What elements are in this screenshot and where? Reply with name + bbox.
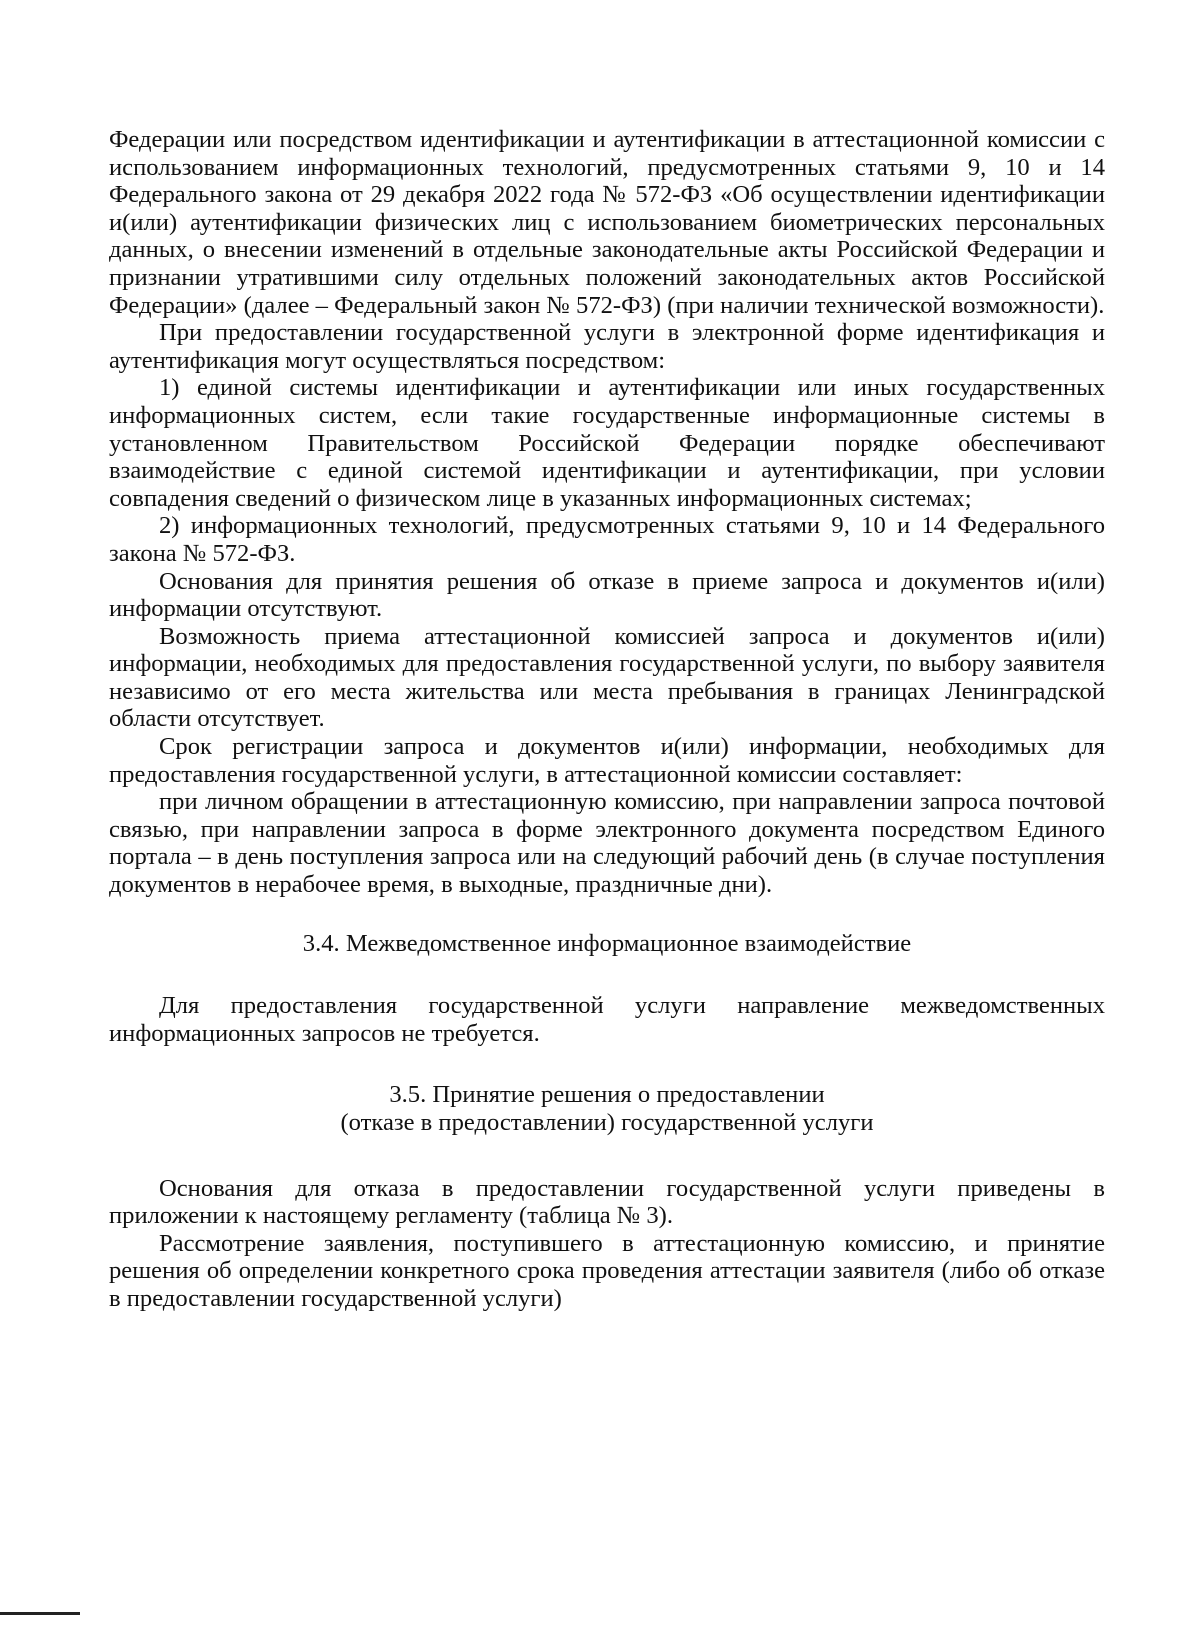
spacer [109, 899, 1105, 930]
section-3-5-heading-line-2: (отказе в предоставлении) государственной услуги [340, 1109, 874, 1136]
paragraph-item-2-technologies: 2) информационных технологий, предусмотренных статьями 9, 10 и 14 Федерального закона № 572-ФЗ. [109, 512, 1105, 567]
section-3-4-heading: 3.4. Межведомственное информационное взаимодействие [302, 929, 912, 957]
paragraph-electronic-identification: При предоставлении государственной услуги в электронной форме идентификация и аутентификация могут осуществляться посредством: [109, 319, 1105, 374]
section-3-4-paragraph: Для предоставления государственной услуги направление межведомственных информационных запросов не требуется. [109, 992, 1105, 1047]
section-3-5-paragraph-refusal-grounds: Основания для отказа в предоставлении государственной услуги приведены в приложении к настоящему регламенту (таблица № 3). [109, 1174, 1105, 1230]
spacer [109, 1137, 1105, 1175]
paragraph-identification-continued: Федерации или посредством идентификации и аутентификации в аттестационной комиссии с использованием информационных технологий, предусмотренных статьями 9, 10 и 14 Федерального закона от 29 декабря 2022 года № 572-ФЗ «Об осуществлении идентификации и(или) аутентификации физических лиц с использованием биометрических персональных данных, о внесении изменений в отдельные законодательные акты Российской Федерации и признании утратившими силу отдельных положений законодательных актов Российской Федерации» (далее – Федеральный закон № 572-ФЗ) (при наличии технической возможности). [109, 126, 1105, 319]
paragraph-extraterritorial: Возможность приема аттестационной комиссией запроса и документов и(или) информации, необходимых для предоставления государственной услуги, по выбору заявителя независимо от его места жительства или места пребывания в границах Ленинградской области отсутствует. [109, 622, 1105, 733]
spacer [109, 1047, 1105, 1081]
paragraph-registration-term: Срок регистрации запроса и документов и(или) информации, необходимых для предоставления государственной услуги, в аттестационной комиссии составляет: [109, 733, 1105, 788]
document-body [109, 126, 1105, 1313]
paragraph-item-1-esia: 1) единой системы идентификации и аутентификации или иных государственных информационных систем, если такие государственные информационные системы в установленном Правительством Российской Федерации порядке обеспечивают взаимодействие с единой системой идентификации и аутентификации, при условии совпадения сведений о физическом лице в указанных информационных системах; [109, 374, 1105, 512]
scan-edge-mark [0, 1612, 80, 1615]
section-3-5-heading-line-1: 3.5. Принятие решения о предоставлении [389, 1081, 825, 1109]
paragraph-registration-details: при личном обращении в аттестационную комиссию, при направлении запроса почтовой связью, при направлении запроса в форме электронного документа посредством Единого портала – в день поступления запроса или на следующий рабочий день (в случае поступления документов в нерабочее время, в выходные, праздничные дни). [109, 788, 1105, 899]
section-3-5-heading [109, 1081, 1105, 1136]
spacer [109, 957, 1105, 992]
section-3-5-paragraph-consideration: Рассмотрение заявления, поступившего в аттестационную комиссию, и принятие решения об определении конкретного срока проведения аттестации заявителя (либо об отказе в предоставлении государственной услуги) [109, 1229, 1105, 1312]
paragraph-no-refusal-grounds: Основания для принятия решения об отказе в приеме запроса и документов и(или) информации отсутствуют. [109, 567, 1105, 623]
